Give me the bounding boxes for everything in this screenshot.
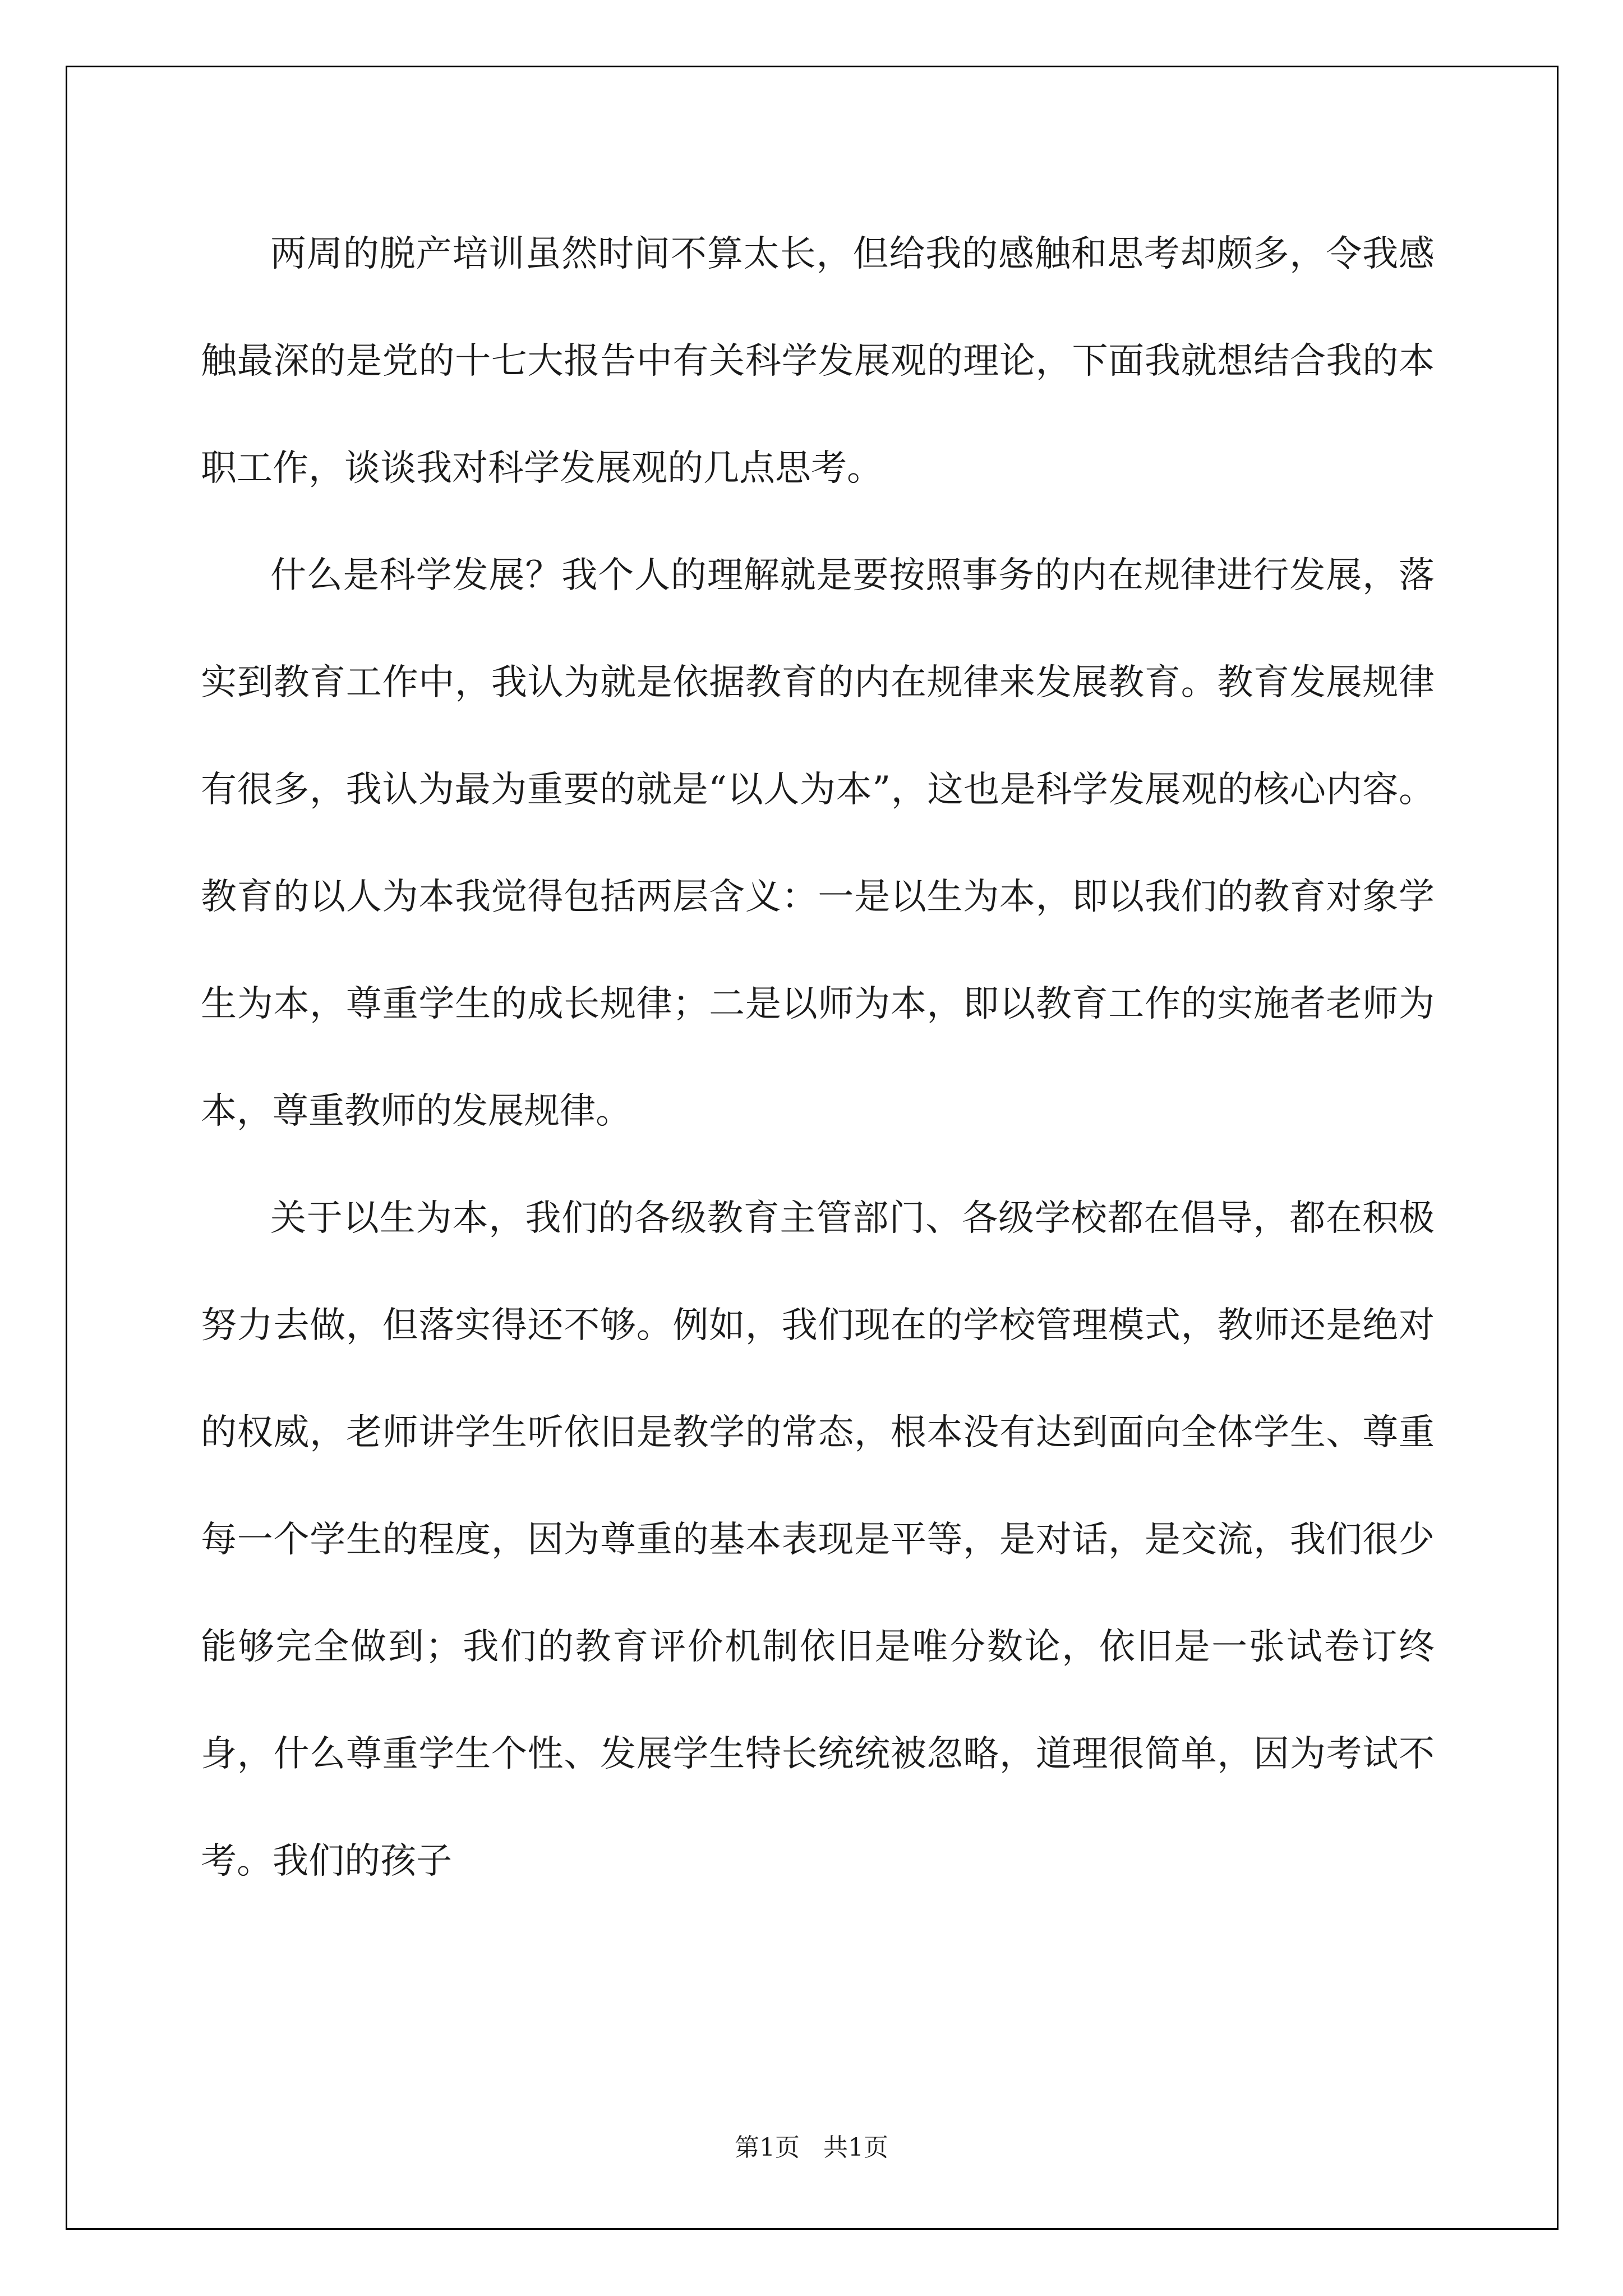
page-footer: 第1页 共1页 bbox=[735, 2133, 888, 2162]
paragraph: 关于以生为本，我们的各级教育主管部门、各级学校都在倡导，都在积极努力去做，但落实得还不够。例如，我们现在的学校管理模式，教师还是绝对的权威，老师讲学生听依旧是教学的常态，根本没有达到面向全体学生、尊重每一个学生的程度，因为尊重的基本表现是平等，是对话，是交流，我们很少能够完全做到；我们的教育评价机制依旧是唯分数论，依旧是一张试卷订终身，什么尊重学生个性、发展学生特长统统被忽略，道理很简单，因为考试不考。我们的孩子 bbox=[201, 1198, 1435, 1882]
paragraph: 两周的脱产培训虽然时间不算太长，但给我的感触和思考却颇多，令我感触最深的是党的十七大报告中有关科学发展观的理论，下面我就想结合我的本职工作，谈谈我对科学发展观的几点思考。 bbox=[201, 233, 1435, 489]
document-body bbox=[201, 201, 1435, 1915]
paragraph: 什么是科学发展？我个人的理解就是要按照事务的内在规律进行发展，落实到教育工作中，我认为就是依据教育的内在规律来发展教育。教育发展规律有很多，我认为最为重要的就是“以人为本”，这也是科学发展观的核心内容。教育的以人为本我觉得包括两层含义：一是以生为本，即以我们的教育对象学生为本，尊重学生的成长规律；二是以师为本，即以教育工作的实施者老师为本，尊重教师的发展规律。 bbox=[201, 555, 1435, 1132]
